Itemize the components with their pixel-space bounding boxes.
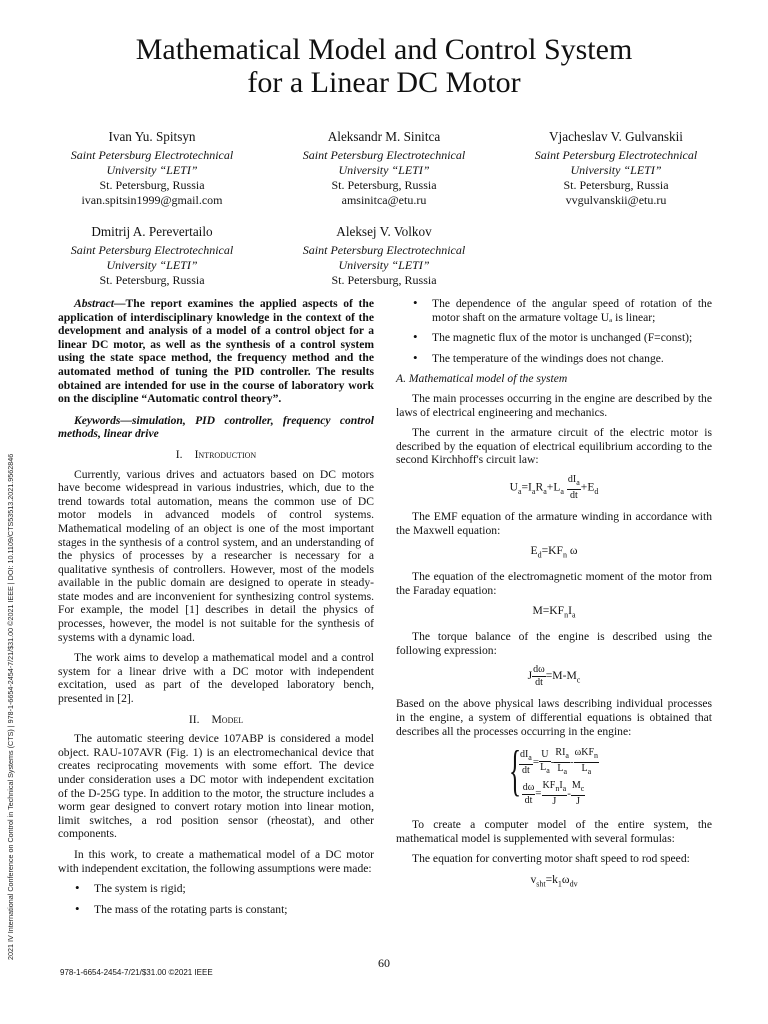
list-item: • The mass of the rotating parts is constant; bbox=[58, 903, 374, 917]
paragraph: The work aims to develop a mathematical model and a control system for a linear drive with a DC motor with independent excitation, used as part of the developed laboratory bench, presented in [2]. bbox=[58, 651, 374, 706]
author-block bbox=[264, 224, 504, 288]
author-city: St. Petersburg, Russia bbox=[331, 178, 437, 192]
author-affiliation: Saint Petersburg Electrotechnical bbox=[302, 148, 466, 162]
paragraph: To create a computer model of the entire system, the mathematical model is supplemented with several formulas: bbox=[396, 818, 712, 845]
author-affiliation: University “LETI” bbox=[338, 258, 430, 272]
subsection-heading: A. Mathematical model of the system bbox=[396, 372, 568, 386]
author-affiliation: University “LETI” bbox=[106, 163, 198, 177]
section-title: Introduction bbox=[194, 447, 257, 461]
paragraph: The automatic steering device 107ABP is considered a model object. RAU-107AVR (Fig. 1) is an electromechanical device that creates reciprocating movements with some effort. The device under consideration uses a DC motor with independent excitation of the D-25G type. In addition to the motor, the structure includes a worm gear designed to convert rotary motion into linear motion, limit switches, a rod position sensor (rheostat), and other components. bbox=[58, 732, 374, 841]
paragraph: The EMF equation of the armature winding in accordance with the Maxwell equation: bbox=[396, 509, 712, 537]
paragraph: Based on the above physical laws describing individual processes in the engine, a system of differential equations is obtained that describes all the processes occurring in the engine: bbox=[396, 697, 712, 738]
abstract-label: Abstract— bbox=[74, 297, 126, 310]
section-number: I. bbox=[175, 447, 183, 461]
equation-kirchhoff: $U_a=I_aR_a+L_a$ $\frac{dI_a}{dt}$ $+E_d$ bbox=[509, 473, 599, 501]
paragraph: The equation of the electromagnetic moment of the motor from the Faraday equation: bbox=[396, 570, 712, 597]
author-affiliation: University “LETI” bbox=[106, 258, 198, 272]
author-city: St. Petersburg, Russia bbox=[331, 273, 437, 287]
author-affiliation: Saint Petersburg Electrotechnical bbox=[302, 243, 466, 257]
author-email: vvgulvanskii@etu.ru bbox=[565, 193, 667, 207]
title-line-2: for a Linear DC Motor bbox=[247, 66, 521, 99]
equation-system: { $\frac{dI_a}{dt}$ = $\frac{U}{L_a}$ - $\frac{RI_a}{L_a}$ - $\frac{\omega KF_n}{L_a}$ $\frac{d\omega}{dt}$ = $\frac{KF_nI_a}{J}$ - $\frac{M_c}{J}$ bbox=[508, 740, 599, 808]
paragraph: The torque balance of the engine is described using the following expression: bbox=[396, 630, 712, 657]
section-heading-model bbox=[58, 713, 374, 727]
author-city: St. Petersburg, Russia bbox=[99, 178, 205, 192]
author-affiliation: Saint Petersburg Electrotechnical bbox=[70, 148, 234, 162]
author-email: ivan.spitsin1999@gmail.com bbox=[81, 193, 223, 207]
equation-speed-conversion: $v_{sht}=k_1\omega_{dv}$ bbox=[530, 872, 578, 889]
author-name: Vjacheslav V. Gulvanskii bbox=[549, 129, 683, 144]
list-item: • The system is rigid; bbox=[58, 882, 374, 896]
left-column bbox=[58, 297, 374, 923]
section-number: II. bbox=[188, 712, 200, 726]
author-affiliation: Saint Petersburg Electrotechnical bbox=[70, 243, 234, 257]
assumption-list bbox=[396, 297, 712, 365]
abstract-text: The report examines the applied aspects of the application of interdisciplinary knowledge in the context of the development and analysis of a model of a control object for a linear DC motor, as well as the synthesis of a control system using the state space method, the frequency method and the automated method of tuning the PID controller. The results obtained are intended for use in the course of laboratory work on the discipline “Automatic control theory”. bbox=[58, 297, 374, 406]
author-block bbox=[32, 129, 272, 208]
author-name: Aleksej V. Volkov bbox=[336, 224, 432, 239]
section-title: Model bbox=[211, 712, 244, 726]
list-item: • The magnetic flux of the motor is unchanged (F=const); bbox=[396, 331, 712, 345]
title-line-1: Mathematical Model and Control System bbox=[135, 33, 633, 66]
paragraph: The current in the armature circuit of the electric motor is described by the equation of electrical equilibrium according to the second Kirchhoff's circuit law: bbox=[396, 426, 712, 467]
keywords bbox=[58, 414, 374, 441]
right-column bbox=[396, 297, 712, 899]
abstract bbox=[58, 297, 374, 406]
paper-title bbox=[0, 33, 768, 99]
page-number: 60 bbox=[378, 956, 390, 970]
author-email: amsinitca@etu.ru bbox=[341, 193, 427, 207]
list-item: • The temperature of the windings does not change. bbox=[396, 352, 712, 366]
author-block bbox=[32, 224, 272, 288]
paragraph: Currently, various drives and actuators based on DC motors have become widespread in various industries, which, due to the trend towards total automation, means the common use of DC motor models in advanced models of control systems. Mathematical modeling of an object is one of the most important stages in the synthesis of a control system, and an understanding of the physics of processes by a researcher is necessary for a qualitative synthesis of controllers. However, most of the models available in the public domain are designed to operate in steady-state modes and are inconvenient for synthesizing control systems. For example, the model [1] describes in detail the physics of processes, however, the model is not suitable for the synthesis of systems with a dynamic load. bbox=[58, 467, 374, 644]
list-item: • The dependence of the angular speed of rotation of the motor shaft on the armature voltage Uₐ is linear; bbox=[396, 297, 712, 324]
assumption-list bbox=[58, 882, 374, 916]
keywords-text: simulation, PID controller, frequency control methods, linear drive bbox=[58, 413, 374, 441]
section-heading-introduction bbox=[58, 448, 374, 462]
author-affiliation: University “LETI” bbox=[570, 163, 662, 177]
equation-torque: J $\frac{d\omega}{dt}$ $=M-M_c$ bbox=[527, 664, 581, 689]
equation-emf: $E_d=KF_n$ ω bbox=[530, 544, 578, 560]
author-city: St. Petersburg, Russia bbox=[99, 273, 205, 287]
author-name: Aleksandr M. Sinitca bbox=[327, 129, 441, 144]
author-name: Ivan Yu. Spitsyn bbox=[108, 129, 196, 144]
author-block bbox=[496, 129, 736, 208]
author-city: St. Petersburg, Russia bbox=[563, 178, 669, 192]
equation-moment: $M=KF_nI_a$ bbox=[532, 604, 576, 620]
footer-copyright: 978-1-6654-2454-7/21/$31.00 ©2021 IEEE bbox=[60, 968, 213, 977]
author-name: Dmitrij A. Perevertailo bbox=[91, 224, 213, 239]
author-affiliation: University “LETI” bbox=[338, 163, 430, 177]
paragraph: The main processes occurring in the engine are described by the laws of electrical engineering and mechanics. bbox=[396, 391, 712, 419]
paragraph: In this work, to create a mathematical model of a DC motor with independent excitation, the following assumptions were made: bbox=[58, 847, 374, 875]
conference-sidebar: 2021 IV International Conference on Control in Technical Systems (CTS) | 978-1-6654-2454-7/21/$31.00 ©2021 IEEE | DOI: 10.1109/CTS53513.2021.9562846 bbox=[6, 453, 15, 960]
author-affiliation: Saint Petersburg Electrotechnical bbox=[534, 148, 698, 162]
paragraph: The equation for converting motor shaft speed to rod speed: bbox=[412, 852, 690, 866]
keywords-label: Keywords— bbox=[74, 413, 132, 427]
author-block bbox=[264, 129, 504, 208]
